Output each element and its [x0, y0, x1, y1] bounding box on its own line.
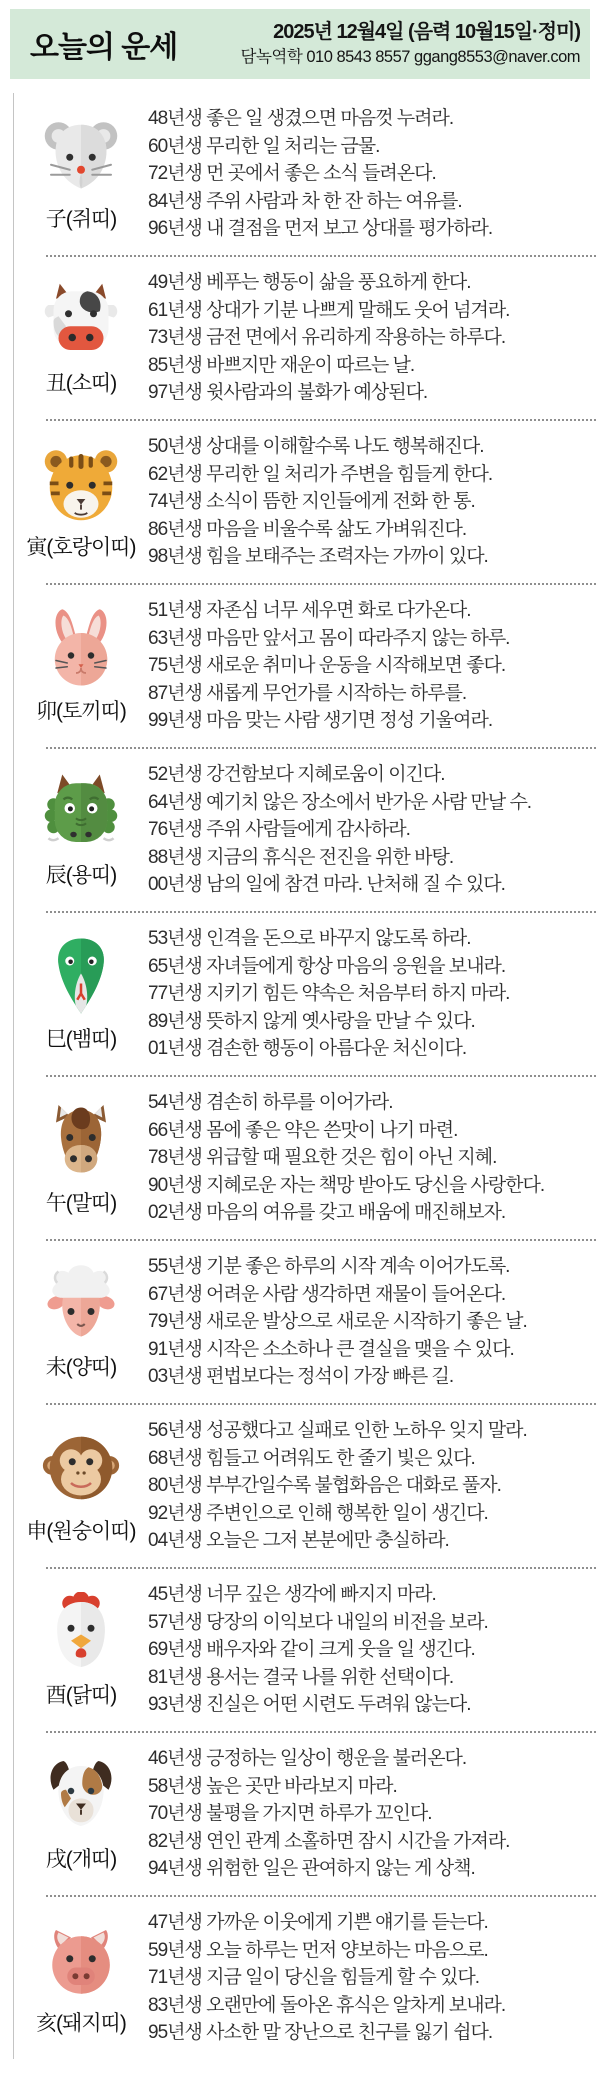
zodiac-section [14, 1569, 598, 1731]
fortune-line: 46년생 긍정하는 일상이 행운을 불러온다. [148, 1748, 467, 1770]
zodiac-label: 辰(용띠) [45, 863, 117, 887]
fortune-lines [148, 105, 598, 243]
fortune-line: 75년생 새로운 취미나 운동을 시작해보면 좋다. [148, 655, 506, 677]
fortune-line: 69년생 배우자와 같이 크게 웃을 일 생긴다. [148, 1639, 475, 1661]
zodiac-section [14, 1241, 598, 1403]
fortune-line: 03년생 편법보다는 정석이 가장 빠른 길. [148, 1366, 454, 1388]
zodiac-label: 卯(토끼띠) [36, 699, 126, 723]
zodiac-icon-column [14, 1100, 148, 1217]
zodiac-label: 寅(호랑이띠) [26, 535, 136, 559]
fortune-line: 85년생 바쁘지만 재운이 따르는 날. [148, 354, 415, 376]
date-line: 2025년 12월4일 (음력 10월15일·정미) [273, 21, 580, 44]
zodiac-icon-column [14, 1920, 148, 2037]
zodiac-icon-column [14, 444, 148, 561]
rooster-icon [41, 1592, 121, 1672]
zodiac-label: 未(양띠) [45, 1355, 117, 1379]
fortune-line: 68년생 힘들고 어려워도 한 줄기 빛은 있다. [148, 1447, 475, 1469]
zodiac-icon-column [14, 936, 148, 1053]
snake-icon [41, 936, 121, 1016]
tiger-icon [41, 444, 121, 524]
fortune-line: 88년생 지금의 휴식은 전진을 위한 바탕. [148, 846, 454, 868]
zodiac-section [14, 749, 598, 911]
zodiac-icon-column [14, 280, 148, 397]
fortune-line: 81년생 용서는 결국 나를 위한 선택이다. [148, 1666, 454, 1688]
fortune-line: 93년생 진실은 어떤 시련도 두려워 않는다. [148, 1694, 471, 1716]
page-title: 오늘의 운세 [30, 31, 178, 64]
fortune-lines [148, 761, 598, 899]
zodiac-icon-column [14, 1592, 148, 1709]
fortune-line: 73년생 금전 면에서 유리하게 작용하는 하루다. [148, 327, 506, 349]
fortune-line: 49년생 베푸는 행동이 삶을 풍요하게 한다. [148, 272, 471, 294]
fortune-line: 95년생 사소한 말 장난으로 친구를 잃기 쉽다. [148, 2022, 493, 2044]
zodiac-section [14, 585, 598, 747]
page-header [10, 9, 590, 79]
fortune-lines [148, 1745, 598, 1883]
zodiac-icon-column [14, 1428, 148, 1545]
fortune-line: 01년생 겸손한 행동이 아름다운 처신이다. [148, 1038, 467, 1060]
zodiac-section [14, 1897, 598, 2059]
sheep-icon [41, 1264, 121, 1344]
fortune-line: 71년생 지금 일이 당신을 힘들게 할 수 있다. [148, 1967, 480, 1989]
fortune-line: 60년생 무리한 일 처리는 금물. [148, 135, 380, 157]
fortune-lines [148, 1909, 598, 2047]
fortune-lines [148, 1089, 598, 1227]
fortune-line: 89년생 뜻하지 않게 옛사랑을 만날 수 있다. [148, 1010, 475, 1032]
fortune-line: 00년생 남의 일에 참견 마라. 난처해 질 수 있다. [148, 874, 505, 896]
zodiac-section [14, 1405, 598, 1567]
fortune-line: 47년생 가까운 이웃에게 기쁜 얘기를 듣는다. [148, 1912, 488, 1934]
fortune-line: 59년생 오늘 하루는 먼저 양보하는 마음으로. [148, 1939, 488, 1961]
fortune-line: 97년생 윗사람과의 불화가 예상된다. [148, 382, 428, 404]
fortune-line: 04년생 오늘은 그저 본분에만 충실하라. [148, 1530, 449, 1552]
fortune-line: 83년생 오랜만에 돌아온 휴식은 알차게 보내라. [148, 1994, 506, 2016]
fortune-line: 76년생 주위 사람들에게 감사하라. [148, 819, 410, 841]
zodiac-label: 亥(돼지띠) [36, 2011, 126, 2035]
fortune-line: 52년생 강건함보다 지혜로움이 이긴다. [148, 764, 445, 786]
zodiac-icon-column [14, 116, 148, 233]
fortune-line: 50년생 상대를 이해할수록 나도 행복해진다. [148, 436, 484, 458]
fortune-line: 72년생 먼 곳에서 좋은 소식 들려온다. [148, 163, 436, 185]
fortune-line: 82년생 연인 관계 소홀하면 잠시 시간을 가져라. [148, 1830, 510, 1852]
fortune-lines [148, 269, 598, 407]
zodiac-section [14, 913, 598, 1075]
zodiac-icon-column [14, 1756, 148, 1873]
zodiac-label: 子(쥐띠) [45, 207, 117, 231]
rat-icon [41, 116, 121, 196]
zodiac-icon-column [14, 608, 148, 725]
zodiac-list [13, 93, 598, 2059]
fortune-line: 56년생 성공했다고 실패로 인한 노하우 잊지 말라. [148, 1420, 527, 1442]
fortune-line: 64년생 예기치 않은 장소에서 반가운 사람 만날 수. [148, 791, 532, 813]
fortune-line: 77년생 지키기 힘든 약속은 처음부터 하지 마라. [148, 983, 510, 1005]
zodiac-label: 酉(닭띠) [45, 1683, 117, 1707]
fortune-lines [148, 1581, 598, 1719]
rabbit-icon [41, 608, 121, 688]
fortune-lines [148, 597, 598, 735]
fortune-lines [148, 925, 598, 1063]
fortune-line: 53년생 인격을 돈으로 바꾸지 않도록 하라. [148, 928, 471, 950]
fortune-line: 58년생 높은 곳만 바라보지 마라. [148, 1775, 397, 1797]
fortune-line: 84년생 주위 사람과 차 한 잔 하는 여유를. [148, 190, 462, 212]
zodiac-section [14, 421, 598, 583]
fortune-lines [148, 1253, 598, 1391]
fortune-line: 92년생 주변인으로 인해 행복한 일이 생긴다. [148, 1502, 488, 1524]
zodiac-label: 巳(뱀띠) [45, 1027, 117, 1051]
header-info [241, 20, 581, 68]
fortune-line: 90년생 지혜로운 자는 책망 받아도 당신을 사랑한다. [148, 1174, 545, 1196]
fortune-line: 57년생 당장의 이익보다 내일의 비전을 보라. [148, 1611, 488, 1633]
fortune-line: 96년생 내 결점을 먼저 보고 상대를 평가하라. [148, 218, 493, 240]
zodiac-label: 戌(개띠) [45, 1847, 117, 1871]
zodiac-label: 丑(소띠) [45, 371, 117, 395]
fortune-line: 91년생 시작은 소소하나 큰 결실을 맺을 수 있다. [148, 1338, 514, 1360]
zodiac-icon-column [14, 772, 148, 889]
fortune-line: 54년생 겸손히 하루를 이어가라. [148, 1092, 393, 1114]
fortune-lines [148, 433, 598, 571]
monkey-icon [41, 1428, 121, 1508]
fortune-line: 74년생 소식이 뜸한 지인들에게 전화 한 통. [148, 491, 475, 513]
fortune-line: 99년생 마음 맞는 사람 생기면 정성 기울여라. [148, 710, 493, 732]
fortune-line: 02년생 마음의 여유를 갖고 배움에 매진해보자. [148, 1202, 506, 1224]
ox-icon [41, 280, 121, 360]
zodiac-label: 午(말띠) [45, 1191, 117, 1215]
fortune-line: 80년생 부부간일수록 불협화음은 대화로 풀자. [148, 1475, 501, 1497]
zodiac-section [14, 1733, 598, 1895]
fortune-line: 70년생 불평을 가지면 하루가 꼬인다. [148, 1803, 432, 1825]
fortune-line: 65년생 자녀들에게 항상 마음의 응원을 보내라. [148, 955, 506, 977]
zodiac-section [14, 93, 598, 255]
fortune-line: 62년생 무리한 일 처리가 주변을 힘들게 한다. [148, 463, 493, 485]
dog-icon [41, 1756, 121, 1836]
fortune-line: 55년생 기분 좋은 하루의 시작 계속 이어가도록. [148, 1256, 510, 1278]
fortune-line: 98년생 힘을 보태주는 조력자는 가까이 있다. [148, 546, 488, 568]
fortune-line: 66년생 몸에 좋은 약은 쓴맛이 나기 마련. [148, 1119, 458, 1141]
fortune-lines [148, 1417, 598, 1555]
contact-line: 담녹역학 010 8543 8557 ggang8553@naver.com [240, 48, 580, 67]
zodiac-section [14, 1077, 598, 1239]
fortune-line: 86년생 마음을 비울수록 삶도 가벼워진다. [148, 518, 467, 540]
fortune-line: 63년생 마음만 앞서고 몸이 따라주지 않는 하루. [148, 627, 510, 649]
fortune-line: 48년생 좋은 일 생겼으면 마음껏 누려라. [148, 108, 454, 130]
zodiac-icon-column [14, 1264, 148, 1381]
fortune-line: 87년생 새롭게 무언가를 시작하는 하루를. [148, 682, 467, 704]
zodiac-section [14, 257, 598, 419]
fortune-line: 94년생 위험한 일은 관여하지 않는 게 상책. [148, 1858, 475, 1880]
fortune-line: 67년생 어려운 사람 생각하면 재물이 들어온다. [148, 1283, 506, 1305]
fortune-line: 45년생 너무 깊은 생각에 빠지지 마라. [148, 1584, 436, 1606]
zodiac-label: 申(원숭이띠) [26, 1519, 136, 1543]
fortune-line: 78년생 위급할 때 필요한 것은 힘이 아닌 지혜. [148, 1147, 497, 1169]
fortune-line: 61년생 상대가 기분 나쁘게 말해도 웃어 넘겨라. [148, 299, 510, 321]
dragon-icon [41, 772, 121, 852]
pig-icon [41, 1920, 121, 2000]
horse-icon [41, 1100, 121, 1180]
fortune-line: 79년생 새로운 발상으로 새로운 시작하기 좋은 날. [148, 1311, 527, 1333]
fortune-line: 51년생 자존심 너무 세우면 화로 다가온다. [148, 600, 471, 622]
